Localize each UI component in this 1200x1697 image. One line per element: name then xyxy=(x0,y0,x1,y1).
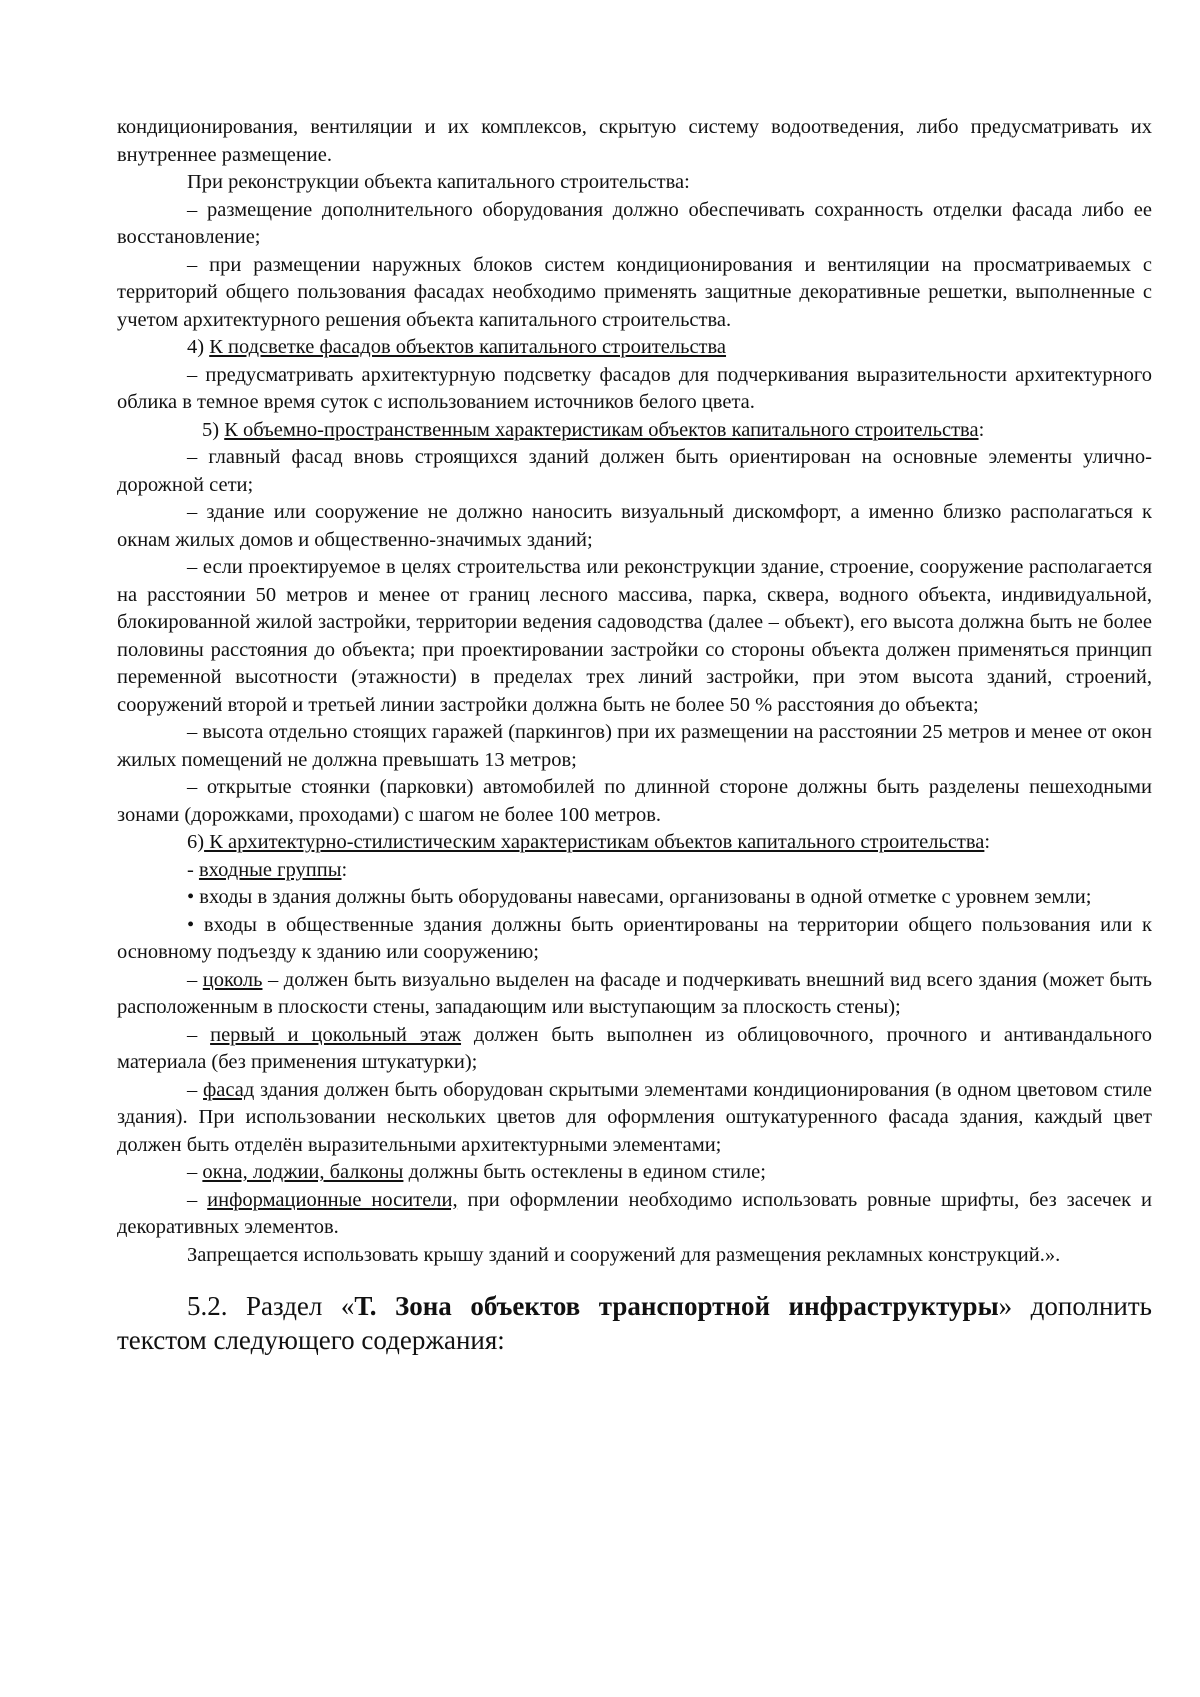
term-info-carriers: информационные носители, xyxy=(207,1188,458,1211)
paragraph-lighting: – предусматривать архитектурную подсветку фасадов для подчеркивания выразительности архитектурного облика в темное время суток с использованием источников белого цвета. xyxy=(117,363,1152,413)
heading-4-facade-lighting xyxy=(117,334,1152,362)
subheading-dash: - xyxy=(187,858,199,881)
dash: – xyxy=(187,1023,211,1046)
heading-5-tail: : xyxy=(978,418,985,441)
paragraph-parking: – открытые стоянки (парковки) автомобилей по длинной стороне должны быть разделены пешеходными зонами (дорожками, проходами) с шагом не более 100 метров. xyxy=(117,776,1152,826)
section-5-2-title: Т. Зона объектов транспортной инфраструктуры xyxy=(354,1291,999,1321)
dash: – xyxy=(187,1078,204,1101)
paragraph-outdoor-units: – при размещении наружных блоков систем кондиционирования и вентиляции на просматриваемых с территорий общего пользования фасадах необходимо применять защитные декоративные решетки, выполненные с учетом архитектурного решения объекта капитального строительства. xyxy=(117,253,1152,331)
paragraph-reconstruction-intro: При реконструкции объекта капитального строительства: xyxy=(187,171,690,193)
paragraph-equipment-placement: – размещение дополнительного оборудования должно обеспечивать сохранность отделки фасада либо ее восстановление; xyxy=(117,198,1152,248)
paragraph-visual-discomfort: – здание или сооружение не должно наносить визуальный дискомфорт, а именно близко располагаться к окнам жилых домов и общественно-значимых зданий; xyxy=(117,501,1152,551)
term-plinth: цоколь xyxy=(202,968,263,991)
heading-6-text: К архитектурно-стилистическим характеристикам объектов капитального строительства xyxy=(204,831,985,853)
paragraph-first-floor xyxy=(117,1022,1152,1077)
heading-6-stylistic xyxy=(117,829,1152,857)
heading-5-number: 5) xyxy=(202,418,225,441)
facade-text: здания должен быть оборудован скрытыми элементами кондиционирования (в одном цветовом стиле здания). При использовании нескольких цветов для оформления оштукатуренного фасада здания, каждый цвет должен быть отделён выразительными архитектурными элементами; xyxy=(117,1078,1152,1156)
section-5-2-tail: » дополнить текстом следующего содержания: xyxy=(117,1291,1152,1355)
dash: – xyxy=(187,1161,203,1183)
paragraph-info-carriers xyxy=(117,1187,1152,1242)
heading-6-number: 6) xyxy=(187,831,205,853)
heading-5-volumetric xyxy=(117,417,1152,445)
dash: – xyxy=(187,968,203,991)
paragraph-roof-advertising: Запрещается использовать крышу зданий и сооружений для размещения рекламных конструкций.». xyxy=(187,1243,1061,1266)
heading-4-number: 4) xyxy=(187,336,210,358)
paragraph-main-facade: – главный фасад вновь строящихся зданий должен быть ориентирован на основные элементы улично-дорожной сети; xyxy=(117,446,1152,496)
section-5-2-lead: 5.2. Раздел « xyxy=(187,1291,355,1321)
paragraph-height-limits: – если проектируемое в целях строительства или реконструкции здание, строение, сооружение располагается на расстоянии 50 метров и менее от границ лесного массива, парка, сквера, водного объекта, индивидуальной, блокированной жилой застройки, территории ведения садоводства (далее – объект), его высота должна быть не более половины расстояния до объекта; при проектировании застройки со стороны объекта должен применяться принцип переменной высотности (этажности) в пределах трех линий застройки, при этом высота зданий, строений, сооружений второй и третьей линии застройки должна быть не более 50 % расстояния до объекта; xyxy=(117,556,1152,716)
subheading-entrance-groups xyxy=(117,857,1152,885)
bullet-entrances-canopies: • входы в здания должны быть оборудованы навесами, организованы в одной отметке с уровнем земли; xyxy=(187,886,1092,908)
heading-5-text: К объемно-пространственным характеристикам объектов капитального строительства xyxy=(224,418,979,441)
paragraph-facade xyxy=(117,1077,1152,1160)
section-5-2 xyxy=(117,1289,1152,1357)
subheading-text: входные группы xyxy=(198,858,342,881)
dash: – xyxy=(187,1188,208,1211)
paragraph-windows xyxy=(117,1159,1152,1187)
heading-4-text: К подсветке фасадов объектов капитального строительства xyxy=(209,336,727,358)
plinth-text: – должен быть визуально выделен на фасаде и подчеркивать внешний вид всего здания (может быть расположенным в плоскости стены, западающим или выступающим за плоскость стены); xyxy=(117,968,1153,1018)
subheading-tail: : xyxy=(341,858,348,881)
windows-text: должны быть остеклены в едином стиле; xyxy=(403,1161,766,1183)
heading-6-tail: : xyxy=(984,831,991,853)
first-floor-text: должен быть выполнен из облицовочного, прочного и антивандального материала (без применения штукатурки); xyxy=(117,1023,1153,1073)
info-carriers-text: при оформлении необходимо использовать ровные шрифты, без засечек и декоративных элементов. xyxy=(117,1188,1153,1238)
paragraph-continuation: кондиционирования, вентиляции и их комплексов, скрытую систему водоотведения, либо предусматривать их внутреннее размещение. xyxy=(117,116,1152,166)
term-first-floor: первый и цокольный этаж xyxy=(210,1023,462,1046)
bullet-public-entrances: • входы в общественные здания должны быть ориентированы на территории общего пользования или к основному подъезду к зданию или сооружению; xyxy=(117,913,1152,963)
paragraph-plinth xyxy=(117,967,1152,1022)
term-facade: фасад xyxy=(203,1078,255,1101)
term-windows: окна, лоджии, балконы xyxy=(202,1161,404,1183)
paragraph-garages: – высота отдельно стоящих гаражей (паркингов) при их размещении на расстоянии 25 метров и менее от окон жилых помещений не должна превышать 13 метров; xyxy=(117,721,1152,771)
